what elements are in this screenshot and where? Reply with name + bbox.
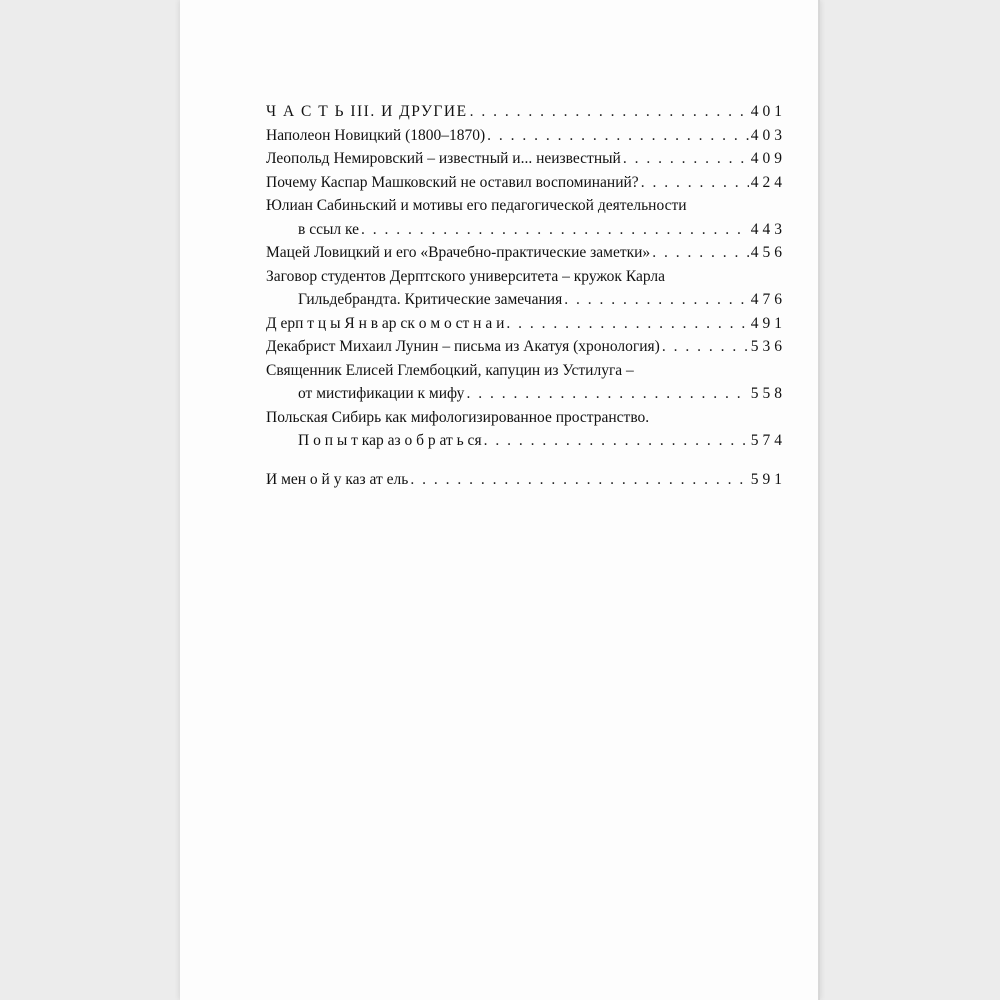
page-number: 403 <box>750 126 786 144</box>
entry-title-line2: Гильдебрандта. Критические замечания <box>298 291 563 308</box>
leader-dots <box>506 312 748 336</box>
leader-dots <box>623 147 749 171</box>
page-number: 401 <box>750 103 786 120</box>
entry-title-line1: Юлиан Сабиньский и мотивы его педагогической деятельности <box>266 197 687 214</box>
toc-entry <box>266 194 786 241</box>
page-number: 491 <box>750 314 786 332</box>
book-page <box>180 0 820 1000</box>
part-title: Ч А С Т Ь III. И ДРУГИЕ <box>266 103 468 120</box>
entry-title-line1: Заговор студентов Дерптского университета – кружок Карла <box>266 267 666 285</box>
entry-title-line2: П о п ы т кар аз о б р ат ь ся <box>298 432 482 449</box>
entry-title: Леопольд Немировский – известный и... неизвестный <box>266 150 621 167</box>
toc-entry <box>266 406 786 453</box>
leader-dots <box>410 468 748 492</box>
entry-title: Наполеон Новицкий (1800–1870) <box>266 126 486 144</box>
entry-title: Почему Каспар Машковский не оставил воспоминаний? <box>266 173 639 191</box>
page-number: 476 <box>750 291 786 308</box>
leader-dots <box>487 124 749 148</box>
toc-entry <box>266 171 786 195</box>
spacer <box>266 453 782 468</box>
entry-title-line1: Польская Сибирь как мифологизированное пространство. <box>266 408 650 426</box>
table-of-contents <box>266 100 786 491</box>
leader-dots <box>564 288 749 312</box>
entry-title-line1: Священник Елисей Глембоцкий, капуцин из Устилуга – <box>266 361 634 379</box>
leader-dots <box>662 335 749 359</box>
leader-dots <box>466 382 748 406</box>
entry-title-line2: от мистификации к мифу <box>298 385 465 402</box>
page-number: 591 <box>750 470 786 488</box>
index-title: И мен о й у каз ат ель <box>266 470 409 488</box>
entry-title: Мацей Ловицкий и его «Врачебно-практические заметки» <box>266 244 651 261</box>
leader-dots <box>484 429 749 453</box>
toc-part-heading <box>266 100 786 124</box>
page-number: 456 <box>750 244 786 261</box>
leader-dots <box>470 100 749 124</box>
entry-title: Д ерп т ц ы Я н в ар ск о м о ст н а и <box>266 314 505 332</box>
toc-entry <box>266 124 786 148</box>
toc-entry <box>266 359 786 406</box>
page-number: 443 <box>750 220 786 238</box>
leader-dots <box>641 171 749 195</box>
entry-title-line2: в ссыл ке <box>298 220 360 238</box>
leader-dots <box>652 241 749 265</box>
page-number: 574 <box>750 432 786 449</box>
toc-entry <box>266 241 786 265</box>
toc-entry <box>266 312 786 336</box>
toc-entry <box>266 147 786 171</box>
toc-entry <box>266 335 786 359</box>
page-number: 409 <box>750 150 786 167</box>
toc-entry <box>266 265 786 312</box>
leader-dots <box>361 218 749 242</box>
page-number: 558 <box>750 385 786 402</box>
page-number: 536 <box>750 338 786 355</box>
entry-title: Декабрист Михаил Лунин – письма из Акатуя (хронология) <box>266 338 660 355</box>
page-number: 424 <box>750 173 786 191</box>
toc-index-entry <box>266 468 786 492</box>
